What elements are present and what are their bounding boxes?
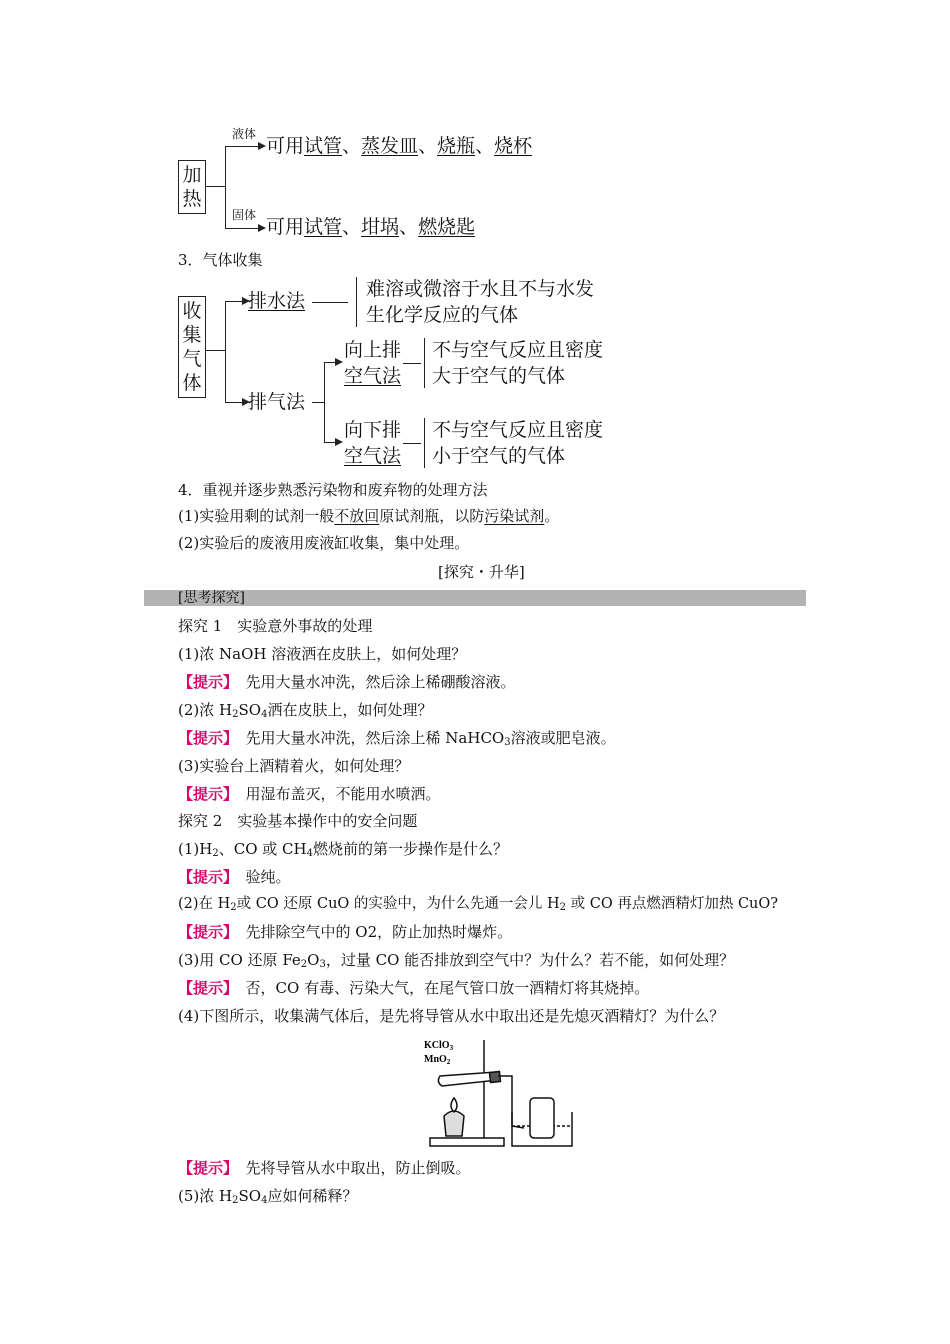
heat-solid-item: 燃烧匙 — [418, 216, 476, 238]
heat-label-box — [178, 160, 206, 214]
gas-label: 收集气体 — [182, 300, 202, 394]
q4-b: 、CO 或 CH — [218, 840, 307, 858]
gas-down-desc-1: 不与空气反应且密度 — [432, 419, 604, 441]
q4-a: (1)H — [178, 840, 213, 858]
gas-stem — [205, 350, 225, 351]
waste-p2: (2)实验后的废液用废液缸收集，集中处理。 — [178, 534, 470, 552]
heat-solid-arrow-line — [225, 228, 261, 229]
question-8 — [178, 1186, 357, 1206]
q6-sub-1: 2 — [300, 959, 308, 970]
gas-up-arrowhead — [335, 358, 343, 366]
answer-4-text: 验纯。 — [245, 868, 291, 886]
alcohol-lamp — [444, 1111, 464, 1136]
hint-label: 【提示】 — [178, 785, 231, 803]
q5-b: 或 CO 还原 CuO 的实验中，为什么先通一会儿 H — [236, 896, 560, 912]
q6-sub-2: 3 — [319, 959, 326, 970]
heat-solid-item: 试管 — [304, 216, 343, 238]
gas-water-desc-2: 生化学反应的气体 — [366, 304, 519, 326]
gas-air-trunk — [324, 362, 325, 442]
q4-sub-2: 4 — [306, 848, 313, 859]
q4-sub-1: 2 — [212, 848, 219, 859]
q6-c: ，过量 CO 能否排放到空气中？为什么？若不能，如何处理？ — [325, 951, 735, 969]
waste-p1-c: 。 — [544, 507, 560, 525]
answer-7-text: 先将导管从水中取出，防止倒吸。 — [245, 1159, 471, 1177]
heat-solid-item: 坩埚 — [361, 216, 400, 238]
gas-down-arrowhead — [335, 438, 343, 446]
fig-l2: MnO — [424, 1054, 447, 1065]
q8-c: 应如何稀释？ — [267, 1187, 358, 1205]
gas-water — [248, 289, 305, 313]
q5-a: (2)在 H — [178, 896, 231, 912]
fig-l1: KClO — [424, 1040, 450, 1051]
gas-down-desc-2: 小于空气的气体 — [432, 445, 566, 467]
apparatus-figure — [420, 1036, 580, 1152]
answer-3-text: 用湿布盖灭，不能用水喷洒。 — [245, 785, 441, 803]
delivery-tube — [498, 1076, 524, 1128]
gas-up-desc-2: 大于空气的气体 — [432, 365, 566, 387]
hint-label: 【提示】 — [178, 979, 231, 997]
question-2 — [178, 700, 432, 720]
section-title: [探究・升华] — [438, 563, 525, 581]
a2-sub: 3 — [504, 737, 511, 748]
question-4 — [178, 839, 508, 859]
explore-2-title: 探究 2 实验基本操作中的安全问题 — [178, 812, 418, 830]
collecting-bottle — [530, 1098, 554, 1138]
question-6 — [178, 950, 734, 970]
answer-1-text: 先用大量水冲洗，然后涂上稀硼酸溶液。 — [245, 673, 516, 691]
sep: 、 — [475, 135, 495, 157]
waste-p1-b: 原试剂瓶，以防 — [379, 507, 485, 525]
fig-l2-sub: 2 — [446, 1058, 451, 1066]
gas-down-2-text: 空气法 — [344, 445, 402, 467]
a2-a: 先用大量水冲洗，然后涂上稀 NaHCO — [245, 729, 505, 747]
hint-label: 【提示】 — [178, 1159, 231, 1177]
answer-6 — [178, 978, 649, 998]
gas-down-2 — [344, 444, 401, 468]
heat-liquid-tag: 液体 — [232, 127, 257, 141]
gas-heading: 3．气体收集 — [178, 251, 263, 269]
heat-label: 加热 — [182, 164, 202, 210]
explore-1-title: 探究 1 实验意外事故的处理 — [178, 617, 373, 635]
heat-branch-trunk — [225, 146, 226, 228]
heat-liquid-line — [266, 134, 532, 158]
gas-water-desc-1: 难溶或微溶于水且不与水发 — [366, 278, 595, 300]
answer-6-text: 否，CO 有毒、污染大气，在尾气管口放一酒精灯将其烧掉。 — [245, 979, 650, 997]
gas-up-desc-1: 不与空气反应且密度 — [432, 339, 604, 361]
lamp-flame — [451, 1098, 457, 1112]
heat-liquid-prefix: 可用 — [266, 135, 305, 157]
gas-up-2-text: 空气法 — [344, 365, 402, 387]
waste-heading: 4．重视并逐步熟悉污染物和废弃物的处理方法 — [178, 481, 488, 499]
q8-sub-2: 4 — [261, 1195, 268, 1206]
answer-5 — [178, 922, 512, 942]
heat-liquid-item: 试管 — [304, 135, 343, 157]
q2-sub-1: 2 — [232, 709, 239, 720]
waste-p1 — [178, 506, 559, 526]
sep: 、 — [399, 216, 419, 238]
gas-up-bracket — [424, 338, 425, 388]
hint-label: 【提示】 — [178, 729, 231, 747]
waste-p1-a: (1)实验用剩的试剂一般 — [178, 507, 335, 525]
q8-sub-1: 2 — [232, 1195, 239, 1206]
question-5 — [178, 894, 778, 914]
gas-up-dash — [403, 363, 421, 364]
waste-p1-underline-2: 污染试剂 — [484, 507, 545, 525]
heat-solid-line — [266, 215, 475, 239]
heat-liquid-item: 烧瓶 — [437, 135, 476, 157]
heat-liquid-item: 蒸发皿 — [361, 135, 419, 157]
heat-liquid-item: 烧杯 — [494, 135, 533, 157]
q2-sub-2: 4 — [261, 709, 268, 720]
think-explore-label: [思考探究] — [178, 590, 245, 606]
gas-water-text: 排水法 — [248, 290, 306, 312]
q2-b: SO — [238, 701, 262, 719]
heat-solid-arrowhead — [258, 224, 266, 232]
heat-solid-prefix: 可用 — [266, 216, 305, 238]
heat-liquid-arrow-line — [225, 146, 261, 147]
sep: 、 — [342, 135, 362, 157]
heat-solid-tag: 固体 — [232, 208, 257, 222]
gas-up-2 — [344, 364, 401, 388]
answer-5-text: 先排除空气中的 O2，防止加热时爆炸。 — [245, 923, 513, 941]
gas-label-box — [178, 296, 206, 398]
fig-label-mno2 — [424, 1054, 451, 1066]
think-explore-bar — [144, 590, 806, 606]
q2-c: 洒在皮肤上，如何处理？ — [267, 701, 433, 719]
question-1: (1)浓 NaOH 溶液洒在皮肤上，如何处理？ — [178, 645, 467, 663]
stand-base — [430, 1138, 504, 1146]
answer-2 — [178, 728, 616, 748]
heat-liquid-arrowhead — [258, 142, 266, 150]
q5-sub-2: 2 — [559, 902, 567, 913]
q6-a: (3)用 CO 还原 Fe — [178, 951, 301, 969]
sep: 、 — [418, 135, 438, 157]
answer-4 — [178, 867, 291, 887]
gas-air: 排气法 — [248, 391, 306, 413]
answer-7 — [178, 1158, 471, 1178]
hint-label: 【提示】 — [178, 868, 231, 886]
gas-down-bracket — [424, 418, 425, 468]
gas-down-1: 向下排 — [344, 419, 402, 441]
waste-p1-underline-1: 不放回 — [334, 507, 380, 525]
gas-up-1: 向上排 — [344, 339, 402, 361]
question-3: (3)实验台上酒精着火，如何处理？ — [178, 757, 410, 775]
q2-a: (2)浓 H — [178, 701, 233, 719]
q8-a: (5)浓 H — [178, 1187, 233, 1205]
hint-label: 【提示】 — [178, 923, 231, 941]
fig-l1-sub: 3 — [449, 1044, 454, 1052]
q8-b: SO — [238, 1187, 262, 1205]
hint-label: 【提示】 — [178, 673, 231, 691]
q5-sub-1: 2 — [230, 902, 237, 913]
answer-3 — [178, 784, 441, 804]
q6-b: O — [307, 951, 320, 969]
q4-c: 燃烧前的第一步操作是什么？ — [312, 840, 508, 858]
stopper — [490, 1072, 501, 1083]
question-7: (4)下图所示，收集满气体后，是先将导管从水中取出还是先熄灭酒精灯？为什么？ — [178, 1007, 725, 1025]
gas-down-dash — [403, 443, 421, 444]
heat-branch-stem — [205, 186, 225, 187]
gas-water-bracket — [356, 277, 357, 327]
gas-water-dash — [312, 302, 348, 303]
answer-1 — [178, 672, 516, 692]
fig-label-kclo3 — [424, 1040, 454, 1052]
gas-air-stem — [312, 402, 324, 403]
a2-b: 溶液或肥皂液。 — [510, 729, 616, 747]
sep: 、 — [342, 216, 362, 238]
gas-trunk — [225, 301, 226, 402]
q5-c: 或 CO 再点燃酒精灯加热 CuO? — [566, 896, 779, 912]
